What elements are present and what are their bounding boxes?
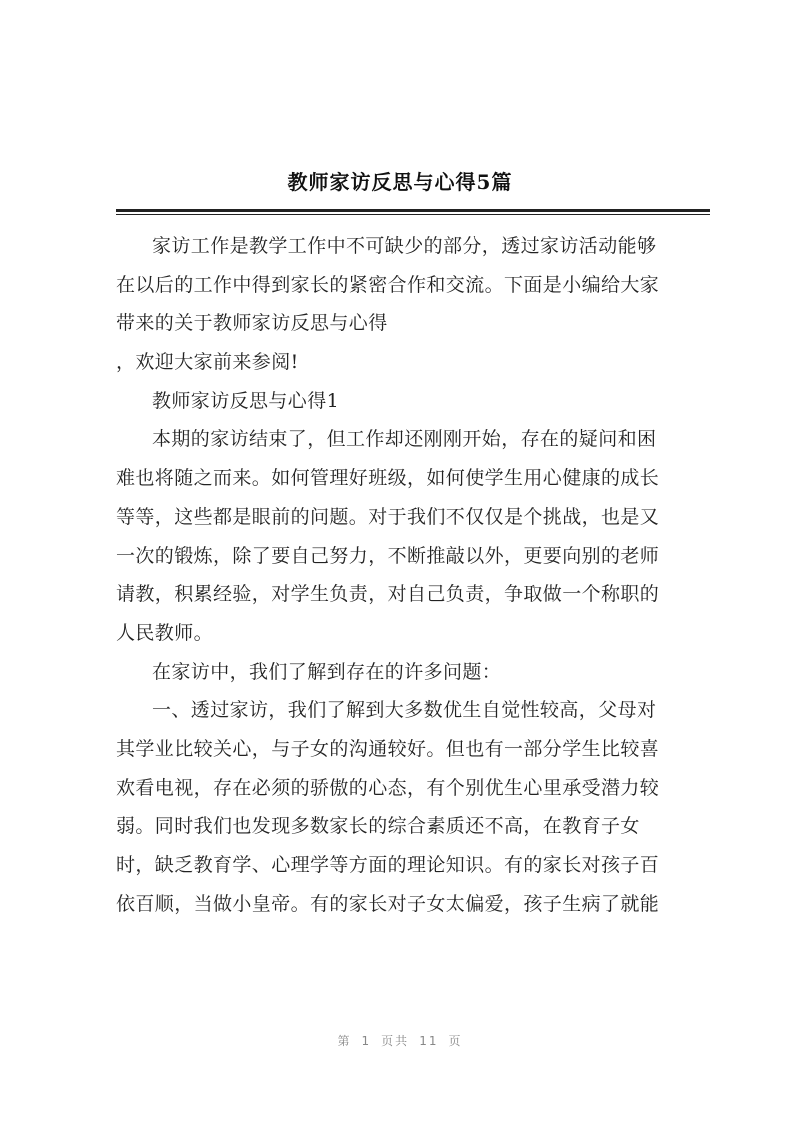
text-line: 依百顺，当做小皇帝。有的家长对子女太偏爱，孩子生病了就能	[116, 892, 660, 915]
text-line: 本期的家访结束了，但工作却还刚刚开始，存在的疑问和困	[152, 428, 657, 451]
text-line: 在家访中，我们了解到存在的许多问题：	[152, 660, 502, 683]
text-line: 带来的关于教师家访反思与心得	[116, 312, 388, 335]
text-line: 一、透过家访，我们了解到大多数优生自觉性较高，父母对	[152, 699, 657, 722]
text-line: 弱。同时我们也发现多数家长的综合素质还不高，在教育子女	[116, 815, 640, 838]
text-line: ，欢迎大家前来参阅!	[116, 351, 299, 374]
page-footer	[0, 1032, 800, 1049]
title-rule-thick	[116, 209, 710, 212]
text-line: 家访工作是教学工作中不可缺少的部分，透过家访活动能够	[152, 235, 657, 257]
title-rule-thin	[116, 214, 710, 215]
text-line: 在以后的工作中得到家长的紧密合作和交流。下面是小编给大家	[116, 273, 660, 296]
footer-middle: 页共	[381, 1034, 410, 1048]
text-line: 难也将随之而来。如何管理好班级，如何使学生用心健康的成长	[116, 467, 660, 490]
footer-total-pages: 11	[419, 1034, 439, 1048]
document-title: 教师家访反思与心得5篇	[287, 170, 513, 194]
document-body	[116, 227, 710, 923]
footer-suffix: 页	[448, 1034, 463, 1048]
text-line: 欢看电视，存在必须的骄傲的心态，有个别优生心里承受潜力较	[116, 776, 660, 799]
text-line: 其学业比较关心，与子女的沟通较好。但也有一部分学生比较喜	[116, 737, 660, 760]
section-heading: 教师家访反思与心得1	[152, 389, 340, 412]
text-line: 请教，积累经验，对学生负责，对自己负责，争取做一个称职的	[116, 583, 660, 606]
text-line: 一次的锻炼，除了要自己努力，不断推敲以外，更要向别的老师	[116, 544, 660, 567]
footer-prefix: 第	[337, 1034, 352, 1048]
footer-page-number: 1	[361, 1034, 372, 1048]
text-line: 人民教师。	[116, 621, 214, 644]
text-line: 时，缺乏教育学、心理学等方面的理论知识。有的家长对孩子百	[116, 854, 660, 876]
text-line: 等等，这些都是眼前的问题。对于我们不仅仅是个挑战，也是又	[116, 505, 660, 528]
